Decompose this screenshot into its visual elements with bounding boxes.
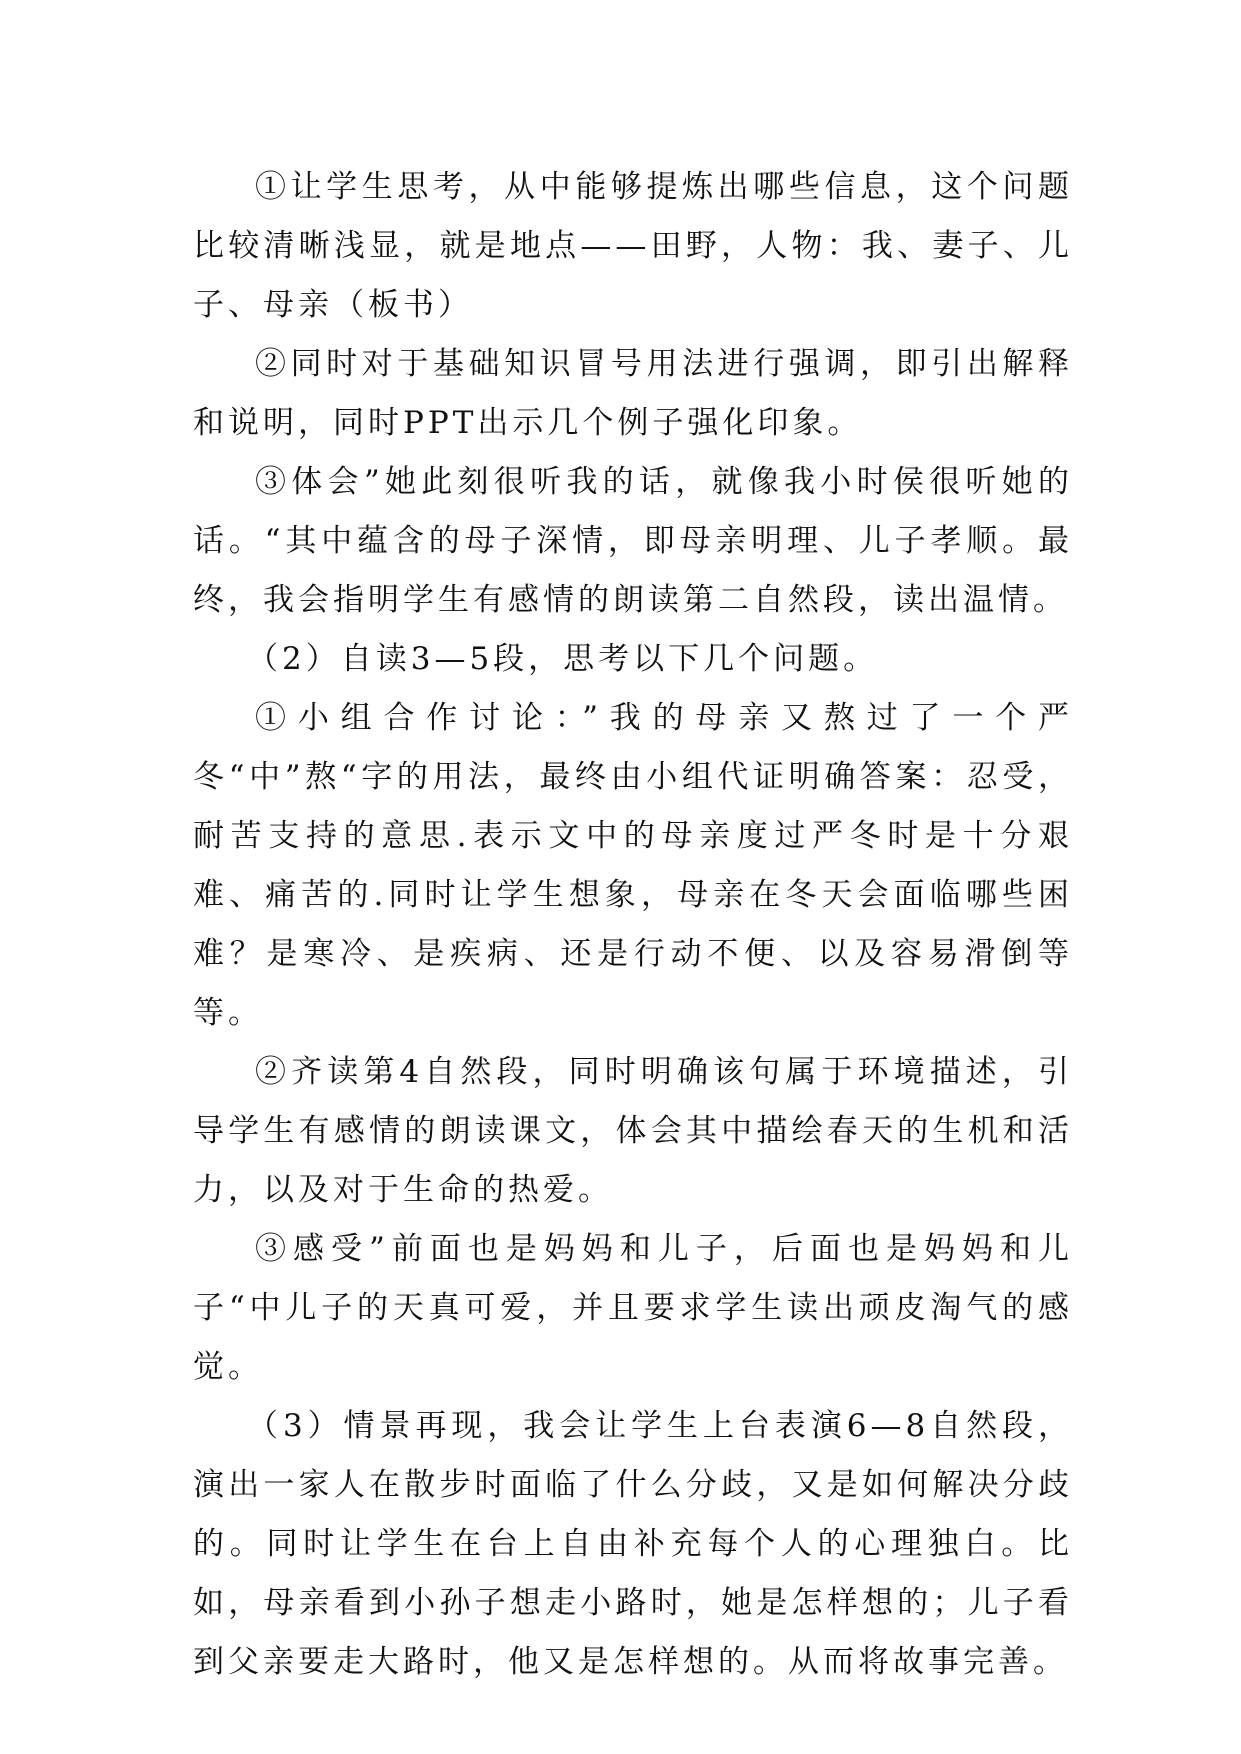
paragraph-2: ②同时对于基础知识冒号用法进行强调，即引出解释和说明，同时PPT出示几个例子强化印象。 bbox=[193, 346, 1073, 441]
document-body bbox=[193, 158, 1073, 1692]
paragraph-6: ②齐读第4自然段，同时明确该句属于环境描述，引导学生有感情的朗读课文，体会其中描绘春天的生机和活力，以及对于生命的热爱。 bbox=[193, 1054, 1073, 1208]
paragraph-3: ③体会”她此刻很听我的话，就像我小时侯很听她的话。“其中蕴含的母子深情，即母亲明理、儿子孝顺。最终，我会指明学生有感情的朗读第二自然段，读出温情。 bbox=[193, 464, 1073, 618]
paragraph-4: （2）自读3—5段，思考以下几个问题。 bbox=[247, 641, 879, 677]
paragraph-1: ①让学生思考，从中能够提炼出哪些信息，这个问题比较清晰浅显，就是地点——田野，人物：我、妻子、儿子、母亲（板书） bbox=[193, 169, 1073, 323]
paragraph-8: （3）情景再现，我会让学生上台表演6—8自然段，演出一家人在散步时面临了什么分歧，又是如何解决分歧的。同时让学生在台上自由补充每个人的心理独白。比如，母亲看到小孙子想走小路时，她是怎样想的；儿子看到父亲要走大路时，他又是怎样想的。从而将故事完善。 bbox=[193, 1408, 1073, 1680]
paragraph-5: ①小组合作讨论：”我的母亲又熬过了一个严冬“中”熬“字的用法，最终由小组代证明确答案：忍受，耐苦支持的意思.表示文中的母亲度过严冬时是十分艰难、痛苦的.同时让学生想象，母亲在冬天会面临哪些困难？是寒冷、是疾病、还是行动不便、以及容易滑倒等等。 bbox=[193, 700, 1073, 1031]
paragraph-7: ③感受”前面也是妈妈和儿子，后面也是妈妈和儿子“中儿子的天真可爱，并且要求学生读出顽皮淘气的感觉。 bbox=[193, 1231, 1073, 1385]
